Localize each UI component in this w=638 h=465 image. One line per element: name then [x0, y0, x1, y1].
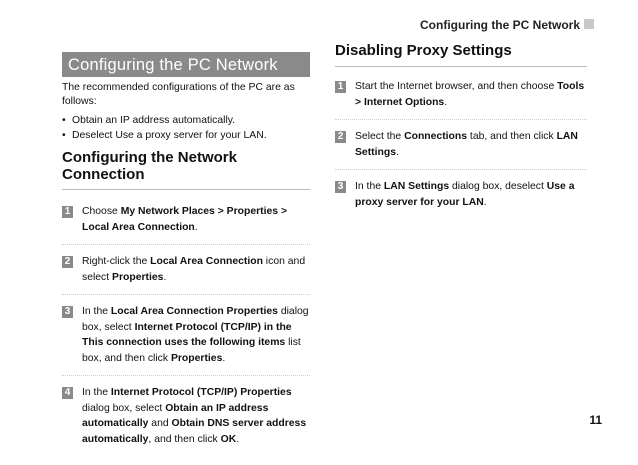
step-item — [62, 385, 310, 456]
step-text: In the — [355, 181, 384, 192]
step-text: . — [222, 352, 226, 364]
emphasized-term: Properties — [112, 271, 164, 283]
step-item — [335, 179, 587, 219]
proxy-settings-heading: Disabling Proxy Settings — [335, 42, 587, 67]
step-text: Start the Internet browser, and then choose — [355, 81, 558, 92]
step-text: . — [444, 96, 448, 108]
step-text: and — [148, 418, 172, 429]
emphasized-term: Connections — [404, 131, 468, 142]
running-header: Configuring the PC Network — [420, 18, 580, 32]
step-text: list box, and then click — [82, 337, 301, 364]
step-text: , and then click — [148, 433, 221, 445]
emphasized-term: Local Area Connection — [150, 256, 263, 267]
list-item: • Deselect Use a proxy server for your LAN. — [62, 128, 310, 143]
step-text: Choose — [82, 206, 121, 217]
step-text: Select the — [355, 131, 405, 142]
list-item: • Obtain an IP address automatically. — [62, 113, 310, 128]
network-connection-heading: Configuring the Network Connection — [62, 149, 310, 190]
step-item — [62, 204, 310, 245]
step-number: 1 — [335, 81, 346, 93]
step-text: Right-click the — [82, 256, 151, 267]
emphasized-term: Use a proxy server for your LAN — [355, 181, 575, 208]
step-text: In the — [82, 306, 111, 317]
step-item — [62, 254, 310, 295]
step-text: dialog box, select — [82, 306, 309, 333]
emphasized-term: Internet Protocol (TCP/IP) Properties — [110, 387, 292, 398]
step-number: 2 — [62, 256, 73, 268]
step-number: 2 — [335, 131, 346, 143]
network-connection-steps — [62, 204, 310, 456]
intro-text: The recommended configurations of the PC are as follows: — [62, 82, 295, 107]
step-text: In the — [82, 387, 111, 398]
emphasized-term: LAN Settings — [383, 181, 450, 192]
step-number: 1 — [62, 206, 73, 218]
step-text: dialog box, deselect — [449, 181, 547, 192]
step-text: . — [163, 271, 167, 283]
section-title: Configuring the PC Network — [62, 52, 310, 77]
step-number: 3 — [335, 181, 346, 193]
recommendation-list — [62, 113, 310, 143]
emphasized-term: Local Area Connection Properties — [110, 306, 278, 317]
emphasized-term: Obtain an IP address automatically — [82, 402, 269, 429]
step-text: . — [396, 146, 399, 158]
right-column — [335, 42, 587, 228]
step-text: . — [194, 221, 198, 233]
step-item — [335, 79, 587, 120]
step-number: 4 — [62, 387, 73, 399]
step-text: dialog box, select — [82, 402, 166, 414]
emphasized-term: OK — [220, 433, 237, 445]
proxy-settings-steps — [335, 79, 587, 219]
step-text: tab, and then click — [467, 131, 557, 142]
step-text: icon and select — [82, 256, 306, 283]
left-column — [62, 52, 310, 465]
step-text: . — [236, 433, 240, 445]
emphasized-term: Obtain DNS server address automatically — [82, 418, 307, 445]
emphasized-term: My Network Places > Properties > Local Area Connection — [82, 206, 288, 233]
emphasized-term: LAN Settings — [355, 131, 578, 158]
step-number: 3 — [62, 306, 73, 318]
emphasized-term: Properties — [170, 352, 223, 364]
emphasized-term: Tools > Internet Options — [355, 81, 585, 108]
step-item — [62, 304, 310, 376]
page-number: 11 — [589, 413, 602, 427]
header-marker — [584, 19, 594, 29]
emphasized-term: Internet Protocol (TCP/IP) in the This connection uses the following items — [82, 321, 292, 348]
step-item — [335, 129, 587, 170]
step-text: . — [483, 196, 487, 208]
